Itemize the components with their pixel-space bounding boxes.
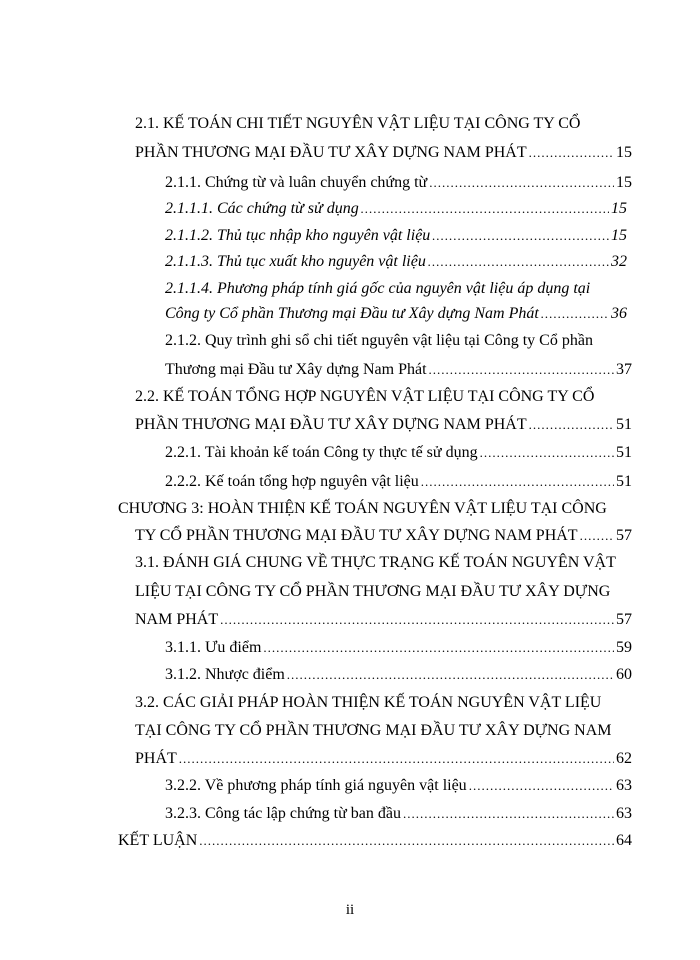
- toc-page-number: 51: [616, 473, 632, 490]
- toc-entry: [135, 550, 632, 576]
- toc-entry-text: 2.2.2. Kế toán tổng hợp nguyên vật liệu: [165, 473, 419, 490]
- toc-leader: [432, 223, 609, 249]
- toc-entry: [165, 773, 632, 799]
- toc-leader: [480, 440, 614, 466]
- toc-entry-text: PHẦN THƯƠNG MẠI ĐẦU TƯ XÂY DỰNG NAM PHÁT: [135, 144, 527, 161]
- toc-entry-text: TY CỔ PHẦN THƯƠNG MẠI ĐẦU TƯ XÂY DỰNG NAM PHÁT: [135, 527, 578, 544]
- toc-entry-text: CHƯƠNG 3: HOÀN THIỆN KẾ TOÁN NGUYÊN VẬT LIỆU TẠI CÔNG: [118, 500, 607, 517]
- toc-leader: [580, 523, 614, 549]
- toc-leader: [469, 773, 614, 799]
- toc-leader: [529, 140, 614, 166]
- toc-entry-text: 2.1.1.1. Các chứng từ sử dụng: [165, 200, 359, 217]
- toc-entry: [135, 718, 632, 744]
- toc-entry-text: 2.2. KẾ TOÁN TỔNG HỢP NGUYÊN VẬT LIỆU TẠI CÔNG TY CỔ: [135, 388, 595, 405]
- toc-page-number: 59: [616, 639, 632, 656]
- toc-entry: [135, 384, 632, 410]
- toc-entry-text: 3.1.2. Nhược điểm: [165, 666, 285, 683]
- toc-page-number: 15: [611, 200, 627, 217]
- toc-entry: [135, 607, 632, 633]
- toc-entry: [165, 301, 627, 327]
- toc-entry: [135, 140, 632, 166]
- toc-page-number: 15: [611, 227, 627, 244]
- toc-entry: [118, 828, 632, 854]
- toc-entry: [165, 328, 632, 354]
- toc-page-number: 15: [616, 174, 632, 191]
- toc-entry-text: 3.2. CÁC GIẢI PHÁP HOÀN THIỆN KẾ TOÁN NGUYÊN VẬT LIỆU: [135, 694, 602, 711]
- toc-page-number: 60: [616, 666, 632, 683]
- toc-entry-text: 2.1.1.4. Phương pháp tính giá gốc của nguyên vật liệu áp dụng tại: [165, 280, 591, 297]
- toc-page-number: 51: [616, 444, 632, 461]
- toc-entry: [165, 801, 632, 827]
- toc-page-number: 62: [616, 750, 632, 767]
- toc-entry-text: 2.1.2. Quy trình ghi sổ chi tiết nguyên vật liệu tại Công ty Cổ phần: [165, 332, 593, 349]
- toc-entry: [165, 662, 632, 688]
- toc-entry: [165, 196, 627, 222]
- toc-page-number: 51: [616, 416, 632, 433]
- toc-entry-text: TẠI CÔNG TY CỔ PHẦN THƯƠNG MẠI ĐẦU TƯ XÂY DỰNG NAM: [135, 722, 612, 739]
- toc-entry: [135, 111, 632, 137]
- toc-page-number: 64: [616, 832, 632, 849]
- toc-entry-text: 3.2.2. Về phương pháp tính giá nguyên vật liệu: [165, 777, 467, 794]
- toc-leader: [220, 607, 614, 633]
- toc-leader: [428, 249, 609, 275]
- toc-entry-text: Công ty Cổ phần Thương mại Đầu tư Xây dựng Nam Phát: [165, 305, 539, 322]
- toc-entry-text: 2.1.1. Chứng từ và luân chuyển chứng từ: [165, 174, 428, 191]
- toc-entry-text: 2.1.1.3. Thủ tục xuất kho nguyên vật liệu: [165, 253, 426, 270]
- toc-entry: [165, 223, 627, 249]
- toc-leader: [287, 662, 614, 688]
- toc-entry: [165, 170, 632, 196]
- toc-entry-text: 3.1.1. Ưu điểm: [165, 639, 262, 656]
- toc-entry-text: 3.2.3. Công tác lập chứng từ ban đầu: [165, 805, 401, 822]
- toc-entry-text: 2.2.1. Tài khoản kế toán Công ty thực tế sử dụng: [165, 444, 478, 461]
- toc-leader: [361, 196, 609, 222]
- toc-entry: [135, 523, 632, 549]
- toc-page-number: 32: [611, 253, 627, 270]
- toc-entry: [135, 690, 632, 716]
- toc-entry-text: LIỆU TẠI CÔNG TY CỔ PHẦN THƯƠNG MẠI ĐẦU TƯ XÂY DỰNG: [135, 583, 611, 600]
- toc-leader: [199, 828, 614, 854]
- toc-entry: [165, 440, 632, 466]
- toc-leader: [429, 357, 614, 383]
- toc-entry-text: 3.1. ĐÁNH GIÁ CHUNG VỀ THỰC TRẠNG KẾ TOÁN NGUYÊN VẬT: [135, 554, 616, 571]
- toc-leader: [429, 170, 614, 196]
- toc-entry-text: 2.1. KẾ TOÁN CHI TIẾT NGUYÊN VẬT LIỆU TẠI CÔNG TY CỔ: [135, 115, 581, 132]
- toc-entry: [135, 579, 632, 605]
- toc-entry: [165, 357, 632, 383]
- toc-entry: [165, 249, 627, 275]
- toc-entry-text: PHẦN THƯƠNG MẠI ĐẦU TƯ XÂY DỰNG NAM PHÁT: [135, 416, 527, 433]
- footer-page-number: ii: [345, 902, 355, 918]
- toc-page-number: 63: [616, 777, 632, 794]
- toc-page-number: 36: [611, 305, 627, 322]
- toc-entry-text: KẾT LUẬN: [118, 832, 198, 849]
- toc-page-number: 15: [616, 144, 632, 161]
- toc-page-number: 57: [616, 611, 632, 628]
- toc-entry: [135, 746, 632, 772]
- toc-entry-text: Thương mại Đầu tư Xây dựng Nam Phát: [165, 361, 427, 378]
- toc-entry-text: PHÁT: [135, 750, 177, 767]
- toc-leader: [403, 801, 614, 827]
- toc-leader: [421, 469, 614, 495]
- toc-entry: [135, 412, 632, 438]
- toc-leader: [541, 301, 609, 327]
- toc-entry: [165, 469, 632, 495]
- toc-entry-text: 2.1.1.2. Thủ tục nhập kho nguyên vật liệu: [165, 227, 431, 244]
- toc-leader: [263, 635, 614, 661]
- toc-entry: [118, 496, 632, 522]
- toc-leader: [179, 746, 614, 772]
- toc-page-number: 63: [616, 805, 632, 822]
- toc-entry-text: NAM PHÁT: [135, 611, 219, 628]
- toc-entry: [165, 276, 632, 302]
- toc-leader: [529, 412, 614, 438]
- toc-entry: [165, 635, 632, 661]
- toc-page-number: 37: [616, 361, 632, 378]
- toc-page-number: 57: [616, 527, 632, 544]
